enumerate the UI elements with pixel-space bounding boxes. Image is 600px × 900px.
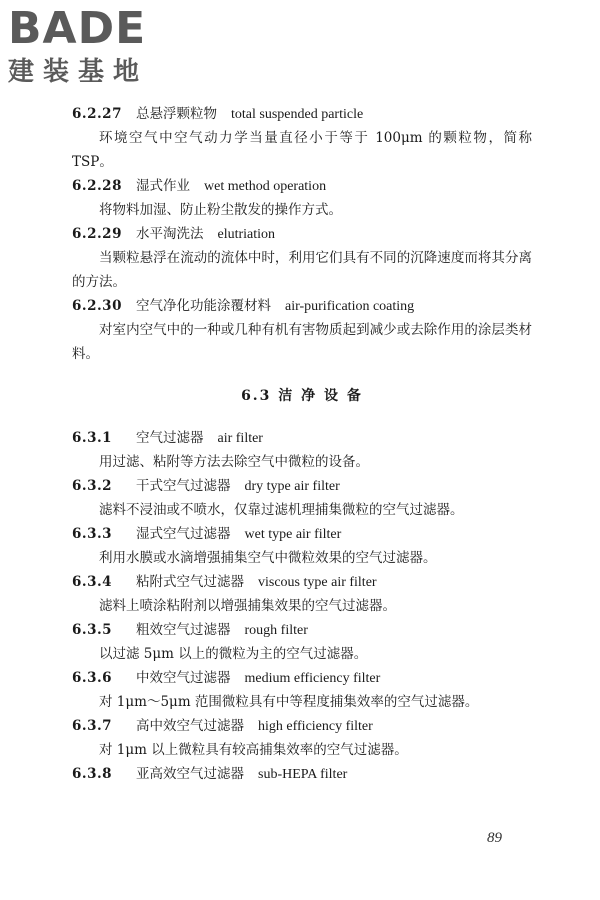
term-chinese: 总悬浮颗粒物 <box>136 106 217 122</box>
term-definition: 用过滤、粘附等方法去除空气中微粒的设备。 <box>99 454 369 470</box>
term-line <box>72 666 532 690</box>
term-chinese: 高中效空气过滤器 <box>136 718 244 734</box>
term-chinese: 湿式作业 <box>136 178 190 194</box>
term-english: air filter <box>217 431 263 446</box>
term-line <box>72 426 532 450</box>
clause-number: 6.3.1 <box>72 430 113 446</box>
clause-number: 6.2.27 <box>72 106 122 122</box>
logo-chinese-name: 建装基地 <box>8 57 149 87</box>
clause-number: 6.2.30 <box>72 298 122 314</box>
term-entry <box>72 294 532 366</box>
term-chinese: 湿式空气过滤器 <box>136 526 231 542</box>
term-english: wet type air filter <box>244 527 342 542</box>
clause-number: 6.3.3 <box>72 526 113 542</box>
term-entry <box>72 474 532 522</box>
term-chinese: 亚高效空气过滤器 <box>136 766 244 782</box>
term-line <box>72 714 532 738</box>
section-heading: 6.3 洁 净 设 备 <box>241 388 363 404</box>
term-definition: 滤料不浸油或不喷水，仅靠过滤机理捕集微粒的空气过滤器。 <box>99 502 464 518</box>
term-entry <box>72 618 532 666</box>
term-entry <box>72 666 532 714</box>
term-group-6-2 <box>72 102 532 366</box>
term-entry <box>72 714 532 762</box>
term-definition: 利用水膜或水滴增强捕集空气中微粒效果的空气过滤器。 <box>99 550 437 566</box>
term-chinese: 空气净化功能涂覆材料 <box>136 298 271 314</box>
term-english: rough filter <box>244 623 308 638</box>
term-line <box>72 570 532 594</box>
term-line <box>72 222 532 246</box>
term-chinese: 粗效空气过滤器 <box>136 622 231 638</box>
term-line <box>72 762 532 786</box>
term-entry <box>72 426 532 474</box>
clause-number: 6.2.28 <box>72 178 122 194</box>
term-english: sub-HEPA filter <box>258 767 348 782</box>
term-english: medium efficiency filter <box>244 671 381 686</box>
clause-number: 6.3.5 <box>72 622 113 638</box>
term-english: total suspended particle <box>231 107 364 122</box>
logo-wordmark: BADE <box>8 3 147 54</box>
term-chinese: 干式空气过滤器 <box>136 478 231 494</box>
term-entry <box>72 174 532 222</box>
term-line <box>72 294 532 318</box>
term-line <box>72 102 532 126</box>
term-entry <box>72 102 532 174</box>
term-chinese: 水平淘洗法 <box>136 226 204 242</box>
clause-number: 6.2.29 <box>72 226 122 242</box>
term-definition: 以过滤 5μm 以上的微粒为主的空气过滤器。 <box>99 646 368 662</box>
clause-number: 6.3.6 <box>72 670 113 686</box>
term-group-6-3 <box>72 426 532 786</box>
term-definition: 将物料加湿、防止粉尘散发的操作方式。 <box>99 202 342 218</box>
term-entry <box>72 570 532 618</box>
term-chinese: 中效空气过滤器 <box>136 670 231 686</box>
term-definition: 对 1μm～5μm 范围微粒具有中等程度捕集效率的空气过滤器。 <box>99 694 479 710</box>
logo <box>8 3 178 92</box>
term-entry <box>72 222 532 294</box>
term-definition: 对室内空气中的一种或几种有机有害物质起到减少或去除作用的涂层类材料。 <box>72 322 532 362</box>
term-line <box>72 618 532 642</box>
term-definition: 滤料上喷涂粘附剂以增强捕集效果的空气过滤器。 <box>99 598 396 614</box>
clause-number: 6.3.7 <box>72 718 113 734</box>
page-number: 89 <box>487 830 502 846</box>
term-chinese: 空气过滤器 <box>136 430 204 446</box>
term-line <box>72 522 532 546</box>
document-body <box>72 102 532 786</box>
term-english: air-purification coating <box>285 299 415 314</box>
clause-number: 6.3.2 <box>72 478 113 494</box>
term-definition: 对 1μm 以上微粒具有较高捕集效率的空气过滤器。 <box>99 742 408 758</box>
term-english: viscous type air filter <box>258 575 377 590</box>
term-line <box>72 474 532 498</box>
term-definition: 环境空气中空气动力学当量直径小于等于 100μm 的颗粒物，简称 TSP。 <box>72 130 532 170</box>
clause-number: 6.3.4 <box>72 574 113 590</box>
term-entry <box>72 522 532 570</box>
term-english: wet method operation <box>204 179 327 194</box>
term-chinese: 粘附式空气过滤器 <box>136 574 244 590</box>
term-line <box>72 174 532 198</box>
clause-number: 6.3.8 <box>72 766 113 782</box>
term-english: high efficiency filter <box>258 719 373 734</box>
term-english: dry type air filter <box>244 479 340 494</box>
term-definition: 当颗粒悬浮在流动的流体中时，利用它们具有不同的沉降速度而将其分离的方法。 <box>72 250 532 290</box>
term-english: elutriation <box>217 227 276 242</box>
term-entry <box>72 762 532 786</box>
